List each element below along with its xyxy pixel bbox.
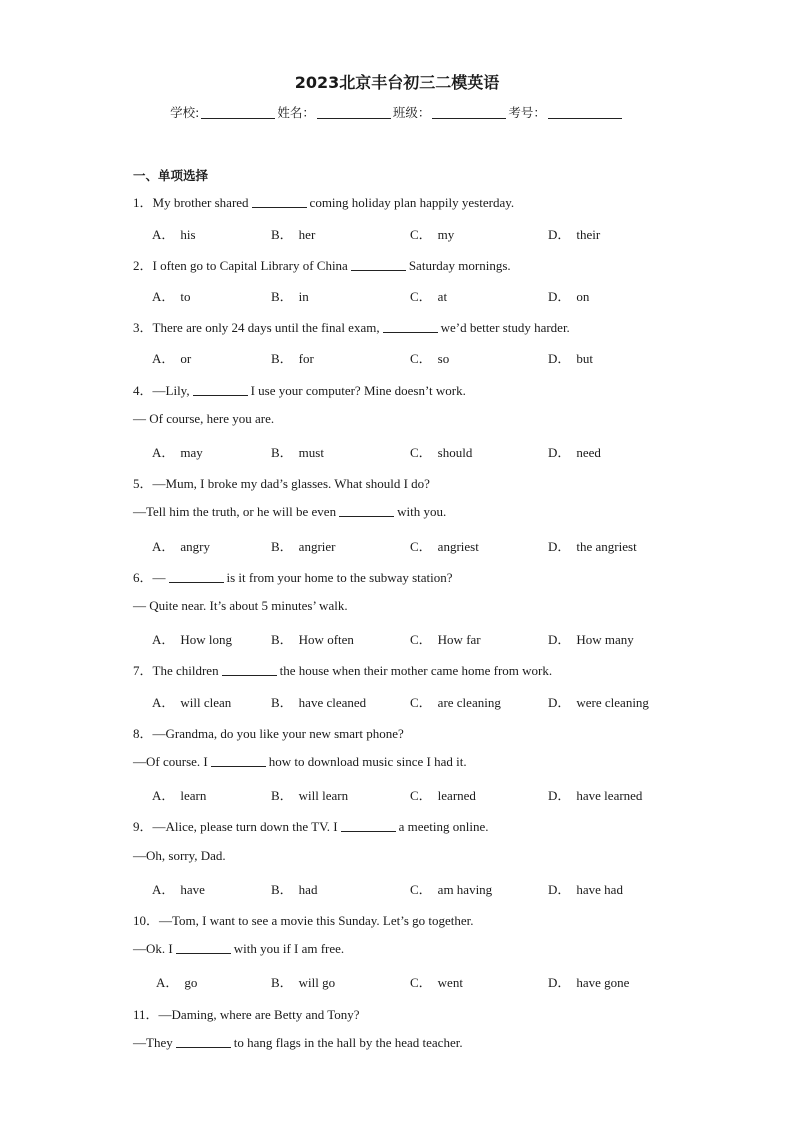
question-text: how to download music since I had it.	[268, 754, 467, 769]
options-q4	[0, 442, 794, 460]
option-d: D． need	[548, 445, 601, 460]
answer-blank	[222, 664, 277, 676]
question-text: —Grandma, do you like your new smart phone?	[152, 726, 404, 741]
option-b: B． for	[271, 351, 314, 366]
option-c: C． How far	[410, 632, 481, 647]
question-text: coming holiday plan happily yesterday.	[309, 195, 515, 210]
answer-blank	[176, 1036, 231, 1048]
question-7	[133, 660, 552, 679]
question-5-line2	[133, 504, 446, 520]
option-d: D． How many	[548, 632, 634, 647]
option-b: B． had	[271, 882, 318, 897]
question-6-reply: — Quite near. It’s about 5 minutes’ walk.	[133, 598, 348, 613]
question-10-line2	[133, 941, 344, 957]
question-text: I often go to Capital Library of China	[152, 258, 348, 273]
option-a: A． go	[156, 975, 198, 990]
question-number: 1．	[133, 195, 153, 210]
option-c: C． am having	[410, 882, 493, 897]
options-q3	[0, 348, 794, 366]
option-b: B． will learn	[271, 788, 349, 803]
question-8-line2	[133, 754, 467, 770]
question-text: —Tom, I want to see a movie this Sunday. Let’s go together.	[159, 913, 474, 928]
option-d: D． have had	[548, 882, 623, 897]
document-title: 2023北京丰台初三二模英语	[294, 73, 500, 92]
options-q6	[0, 629, 794, 647]
option-d: D． have gone	[548, 975, 630, 990]
option-c: C． went	[410, 975, 463, 990]
option-b: B． her	[271, 227, 316, 242]
options-q9	[0, 879, 794, 897]
option-c: C． are cleaning	[410, 695, 501, 710]
answer-blank	[211, 755, 266, 767]
options-q2	[0, 286, 794, 304]
school-field[interactable]	[201, 106, 275, 119]
option-c: C． so	[410, 351, 450, 366]
question-text: —They	[133, 1035, 173, 1050]
question-number: 9．	[133, 819, 153, 834]
question-number: 7．	[133, 663, 153, 678]
question-2	[133, 255, 511, 274]
question-text: —Ok. I	[133, 941, 173, 956]
question-text: the house when their mother came home from work.	[279, 663, 553, 678]
answer-blank	[169, 571, 224, 583]
question-text: we’d better study harder.	[440, 320, 570, 335]
question-5	[133, 473, 430, 492]
question-number: 11．	[133, 1007, 159, 1022]
option-b: B． in	[271, 289, 309, 304]
option-d: D． on	[548, 289, 590, 304]
question-number: 10．	[133, 913, 160, 928]
exam-no-label: 考号：	[508, 105, 546, 120]
option-a: A． to	[152, 289, 191, 304]
option-a: A． or	[152, 351, 192, 366]
class-label: 班级：	[392, 105, 431, 120]
question-text: to hang flags in the hall by the head teacher.	[233, 1035, 463, 1050]
option-d: D． were cleaning	[548, 695, 649, 710]
question-10	[133, 910, 474, 929]
question-3	[133, 317, 570, 336]
answer-blank	[351, 259, 406, 271]
question-4	[133, 380, 466, 399]
question-text: —Alice, please turn down the TV. I	[152, 819, 338, 834]
option-a: A． learn	[152, 788, 207, 803]
answer-blank	[193, 384, 248, 396]
question-6	[133, 567, 453, 586]
option-d: D． their	[548, 227, 601, 242]
question-text: with you if I am free.	[233, 941, 345, 956]
section-title: 一、单项选择	[133, 168, 209, 183]
question-text: —Of course. I	[133, 754, 208, 769]
option-b: B． angrier	[271, 539, 336, 554]
question-8	[133, 723, 404, 742]
answer-blank	[339, 505, 394, 517]
option-a: A． have	[152, 882, 205, 897]
options-q8	[0, 785, 794, 803]
class-field[interactable]	[432, 106, 506, 119]
option-d: D． but	[548, 351, 594, 366]
question-text: —Daming, where are Betty and Tony?	[158, 1007, 360, 1022]
question-text: I use your computer? Mine doesn’t work.	[250, 383, 466, 398]
question-text: —Lily,	[152, 383, 190, 398]
question-text: My brother shared	[152, 195, 249, 210]
question-9-reply: —Oh, sorry, Dad.	[133, 848, 226, 863]
option-c: C． at	[410, 289, 448, 304]
option-b: B． have cleaned	[271, 695, 367, 710]
option-b: B． How often	[271, 632, 354, 647]
option-b: B． will go	[271, 975, 336, 990]
option-a: A． How long	[152, 632, 233, 647]
question-text: is it from your home to the subway station?	[226, 570, 453, 585]
option-c: C． should	[410, 445, 473, 460]
question-1	[133, 192, 514, 211]
name-field[interactable]	[317, 106, 391, 119]
option-b: B． must	[271, 445, 324, 460]
option-a: A． will clean	[152, 695, 232, 710]
question-text: a meeting online.	[398, 819, 489, 834]
question-text: Saturday mornings.	[408, 258, 511, 273]
question-number: 4．	[133, 383, 153, 398]
question-number: 6．	[133, 570, 153, 585]
question-text: with you.	[397, 504, 447, 519]
question-number: 8．	[133, 726, 153, 741]
option-c: C． angriest	[410, 539, 479, 554]
question-11-line2	[133, 1035, 463, 1051]
option-a: A． angry	[152, 539, 210, 554]
options-q1	[0, 224, 794, 242]
options-q7	[0, 692, 794, 710]
option-a: A． his	[152, 227, 196, 242]
option-d: D． have learned	[548, 788, 643, 803]
question-9	[133, 816, 489, 835]
option-a: A． may	[152, 445, 203, 460]
answer-blank	[341, 820, 396, 832]
question-11	[133, 1004, 360, 1023]
options-q10	[0, 972, 794, 990]
option-c: C． my	[410, 227, 455, 242]
student-info-line	[0, 103, 794, 121]
question-text: The children	[152, 663, 219, 678]
question-number: 5．	[133, 476, 153, 491]
question-text: —	[152, 570, 166, 585]
question-text: —Tell him the truth, or he will be even	[133, 504, 337, 519]
answer-blank	[252, 196, 307, 208]
question-4-reply: — Of course, here you are.	[133, 411, 275, 426]
answer-blank	[176, 942, 231, 954]
options-q5	[0, 536, 794, 554]
exam-no-field[interactable]	[548, 106, 622, 119]
question-number: 3．	[133, 320, 153, 335]
answer-blank	[383, 321, 438, 333]
question-text: There are only 24 days until the final exam,	[152, 320, 380, 335]
option-c: C． learned	[410, 788, 476, 803]
name-label: 姓名：	[277, 105, 315, 120]
question-text: —Mum, I broke my dad’s glasses. What should I do?	[152, 476, 430, 491]
question-number: 2．	[133, 258, 153, 273]
school-label: 学校:	[170, 105, 200, 120]
option-d: D． the angriest	[548, 539, 637, 554]
